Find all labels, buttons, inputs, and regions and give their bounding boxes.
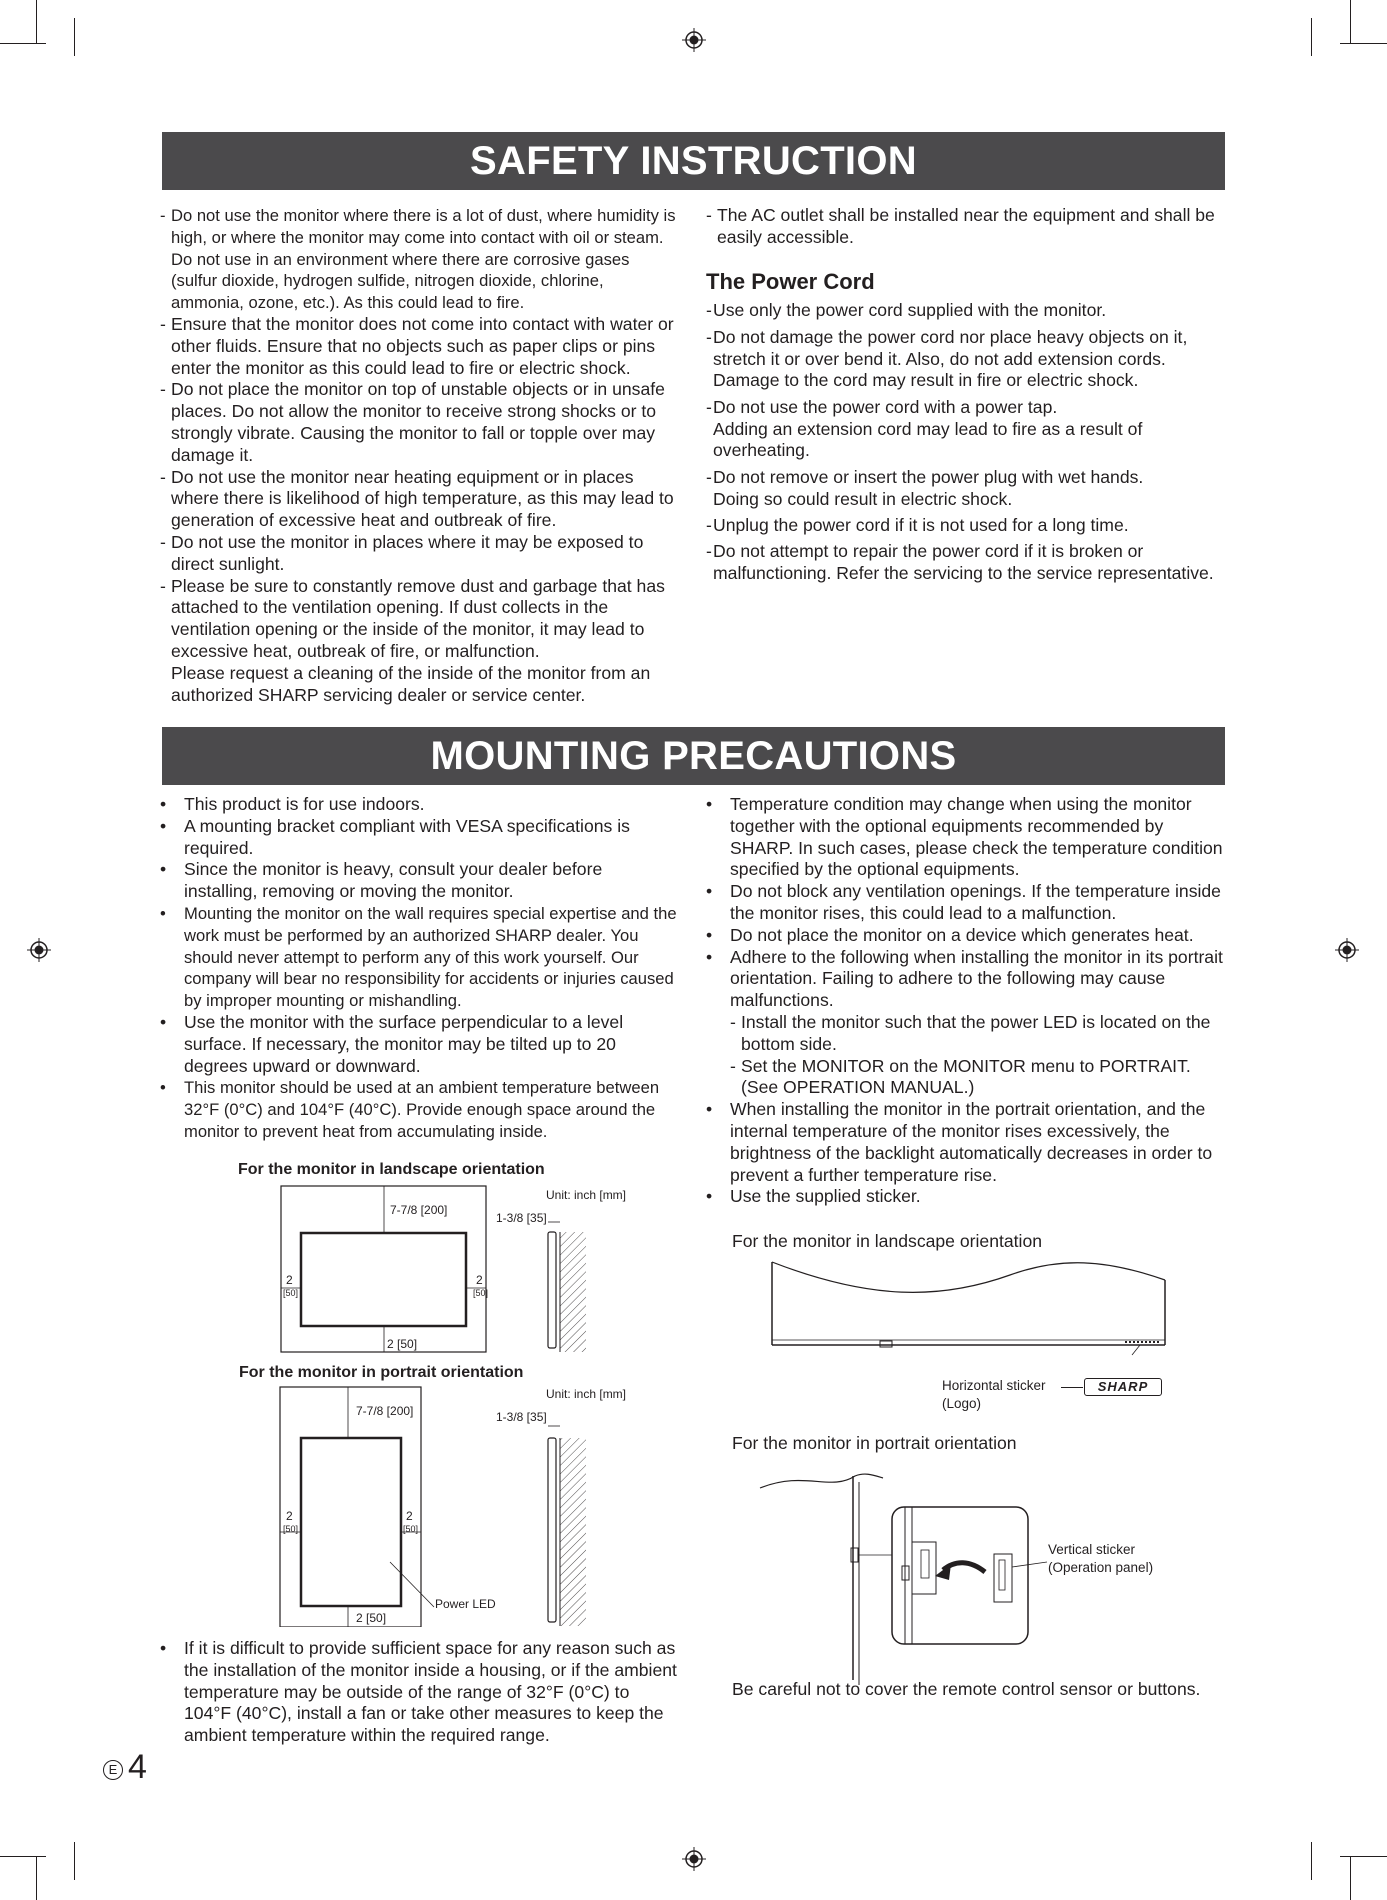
power-cord-item: - Do not use the power cord with a power tap. Adding an extension cord may lead to fire as a result of overheating. [706,397,1216,462]
registration-mark-icon [27,938,51,962]
mounting-item: • When installing the monitor in the portrait orientation, and the internal temperature of the monitor rises excessively, the brightness of the backlight automatically decreases in order to prevent a further temperature rise. [706,1099,1226,1186]
safety-item: - Do not use the monitor where there is a lot of dust, where humidity is high, or where the monitor may come into contact with oil or steam. Do not use in an environment where there are corrosive gases (sulfur dioxide, hydrogen sulfide, nitrogen dioxide, chlorine, ammonia, ozone, etc.). As this could lead to fire. [160,205,680,314]
mounting-item: • This product is for use indoors. [160,794,680,816]
portrait-bottom-clearance: 2 [50] [356,1611,387,1625]
landscape-sticker-diagram [760,1255,1170,1385]
portrait-left-clearance-mm: [50] [283,1524,299,1534]
safety-instruction-heading: SAFETY INSTRUCTION [162,132,1225,190]
portrait-depth-label: 1-3/8 [35] [496,1410,547,1424]
sharp-logo-sticker: SHARP [1084,1378,1162,1396]
registration-mark-icon [682,1847,706,1871]
landscape-depth-label: 1-3/8 [35] [496,1211,547,1225]
power-cord-item: - Use only the power cord supplied with the monitor. [706,300,1216,322]
safety-item-continuation: Please request a cleaning of the inside of the monitor from an authorized SHARP servicing dealer or service center. [171,662,651,705]
vertical-sticker-label: Vertical sticker (Operation panel) [1048,1542,1154,1575]
power-cord-item: - Do not remove or insert the power plug with wet hands. Doing so could result in electric shock. [706,467,1216,511]
mounting-left-column [160,794,680,1143]
power-led-label: Power LED [435,1597,496,1611]
portrait-sticker-diagram [755,1470,1055,1685]
registration-mark-icon [682,28,706,52]
safety-item: - The AC outlet shall be installed near the equipment and shall be easily accessible. [706,205,1226,249]
power-cord-item: - Do not attempt to repair the power cord if it is broken or malfunctioning. Refer the servicing to the service representative. [706,541,1216,585]
landscape-top-clearance: 7-7/8 [200] [390,1203,448,1217]
portrait-top-clearance: 7-7/8 [200] [356,1404,414,1418]
mounting-item: • Adhere to the following when installing the monitor in its portrait orientation. Failing to adhere to the following may cause malfunctions. - Install the monitor such that the power LED is located on the bottom side. - Set the MONITOR on the MONITOR menu to PORTRAIT. (See OPERATION MANUAL.) [706,947,1226,1100]
power-cord-item: - Do not damage the power cord nor place heavy objects on it, stretch it or over bend it. Also, do not add extension cords. Damage to the cord may result in fire or electric shock. [706,327,1216,392]
safety-item: - Ensure that the monitor does not come into contact with water or other fluids. Ensure that no objects such as paper clips or pins enter the monitor as this could lead to fire or electric shock. [160,314,680,379]
mounting-left-bottom [160,1638,680,1747]
mounting-precautions-heading: MOUNTING PRECAUTIONS [162,727,1225,785]
mounting-item: • Do not place the monitor on a device which generates heat. [706,925,1226,947]
language-badge: E [103,1760,123,1780]
mounting-item: • If it is difficult to provide sufficient space for any reason such as the installation of the monitor inside a housing, or if the ambient temperature may be outside of the range of 32°F (0°C) to 104°F (40°C), install a fan or take other measures to keep the ambient temperature within the required range. [160,1638,680,1747]
sticker-portrait-caption: For the monitor in portrait orientation [732,1433,1017,1453]
mounting-item: • Since the monitor is heavy, consult your dealer before installing, removing or moving the monitor. [160,859,680,903]
portrait-sub-item: - Set the MONITOR on the MONITOR menu to PORTRAIT. (See OPERATION MANUAL.) [730,1056,1226,1100]
portrait-figure-title: For the monitor in portrait orientation [239,1364,524,1381]
portrait-unit-label: Unit: inch [mm] [546,1387,627,1401]
mounting-item: • Mounting the monitor on the wall requires special expertise and the work must be performed by an authorized SHARP dealer. You should never attempt to perform any of this work yourself. Our company will bear no responsibility for accidents or injuries caused by improper mounting or mishandling. [160,903,680,1012]
mounting-item: • Use the supplied sticker. [706,1186,1226,1208]
safety-left-column [160,205,680,706]
safety-item: - Do not use the monitor near heating equipment or in places where there is likelihood of high temperature, as this may lead to generation of excessive heat and outbreak of fire. [160,467,680,532]
page-number: 4 [128,1748,147,1786]
mounting-item: • A mounting bracket compliant with VESA specifications is required. [160,816,680,860]
safety-item: - Do not place the monitor on top of unstable objects or in unsafe places. Do not allow the monitor to receive strong shocks or to strongly vibrate. Causing the monitor to fall or topple over may damage it. [160,379,680,466]
landscape-left-clearance-mm: [50] [283,1288,299,1298]
cover-caution-text: Be careful not to cover the remote control sensor or buttons. [732,1679,1201,1699]
sticker-landscape-caption: For the monitor in landscape orientation [732,1231,1043,1251]
mounting-item: • Use the monitor with the surface perpendicular to a level surface. If necessary, the monitor may be tilted up to 20 degrees upward or downward. [160,1012,680,1077]
landscape-bottom-clearance: 2 [50] [387,1337,418,1351]
portrait-right-clearance-mm: [50] [403,1524,419,1534]
portrait-sub-item: - Install the monitor such that the power LED is located on the bottom side. [730,1012,1226,1056]
landscape-right-clearance-mm: [50] [473,1288,489,1298]
safety-item: - Please be sure to constantly remove dust and garbage that has attached to the ventilation opening. If dust collects in the ventilation opening or the inside of the monitor, it may lead to excessive heat, outbreak of fire, or malfunction. [160,576,680,663]
mounting-right-column [706,794,1226,1208]
safety-item: - Do not use the monitor in places where it may be exposed to direct sunlight. [160,532,680,576]
landscape-left-clearance: 2 [286,1273,293,1287]
mounting-item: • Do not block any ventilation openings. If the temperature inside the monitor rises, this could lead to a malfunction. [706,881,1226,925]
portrait-clearance-diagram [270,1382,610,1627]
mounting-item: • This monitor should be used at an ambient temperature between 32°F (0°C) and 104°F (40°C). Provide enough space around the monitor to prevent heat from accumulating inside. [160,1077,680,1142]
portrait-left-clearance: 2 [286,1509,293,1523]
power-cord-heading: The Power Cord [706,268,875,294]
registration-mark-icon [1335,938,1359,962]
power-cord-item: - Unplug the power cord if it is not used for a long time. [706,515,1216,537]
safety-right-column [706,205,1226,590]
horizontal-sticker-label: Horizontal sticker (Logo) [942,1378,1046,1411]
portrait-right-clearance: 2 [406,1509,413,1523]
sticker-leader-line [1061,1387,1083,1388]
landscape-right-clearance: 2 [476,1273,483,1287]
landscape-unit-label: Unit: inch [mm] [546,1188,627,1202]
mounting-item: • Temperature condition may change when using the monitor together with the optional equipments recommended by SHARP. In such cases, please check the temperature condition specified by the optional equipments. [706,794,1226,881]
landscape-figure-title: For the monitor in landscape orientation [238,1161,545,1178]
